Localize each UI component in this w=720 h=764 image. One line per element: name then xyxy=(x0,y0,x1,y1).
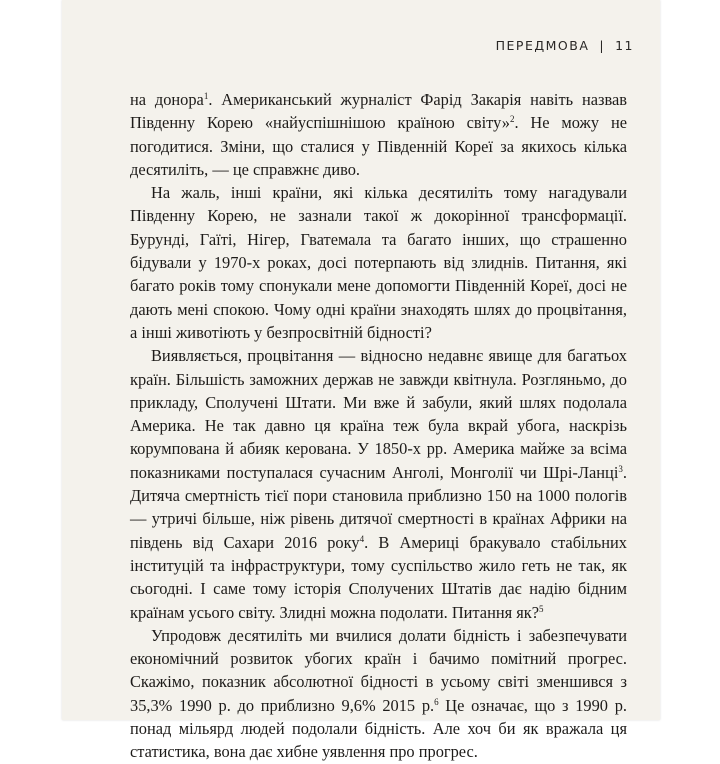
paragraph-1 xyxy=(130,88,627,181)
footnote-marker: 3 xyxy=(618,463,623,474)
running-header xyxy=(496,38,634,53)
paragraph-3 xyxy=(130,344,627,624)
footnote-marker: 2 xyxy=(509,114,515,125)
footnote-marker: 4 xyxy=(359,533,365,544)
footnote-marker: 1 xyxy=(203,91,209,101)
header-separator: | xyxy=(599,38,606,53)
footnote-marker: 5 xyxy=(539,603,544,614)
footnote-marker: 6 xyxy=(434,696,439,707)
text-run: Виявляється, процвітання — відносно недавнє явище для багатьох країн. Більшість заможних держав не завжди квітнула. Розгляньмо, до прикладу, Сполучені Штати. Ми вже й забули, який шлях подолала Америка. Не так давно ця країна теж була вкрай убога, наскрізь корумпована й абияк керована. У 1850-х рр. Америка майже за всіма показниками поступалася сучасним Анголі, Монголії чи Шрі-Ланці xyxy=(130,346,627,482)
text-run: На жаль, інші країни, які кілька десятиліть тому нагадували Південну Корею, не зазнали такої ж докорінної трансформації. Бурунді, Гаїті, Нігер, Гватемала та багато інших, що страшенно бідували у 1970-х роках, досі потерпають від злиднів. Питання, які багато років тому спонукали мене допомогти Південній Кореї, досі не дають мені спокою. Чому одні країни знаходять шлях до процвітання, а інші животіють у безпросвітній бідності? xyxy=(130,183,627,342)
paragraph-4 xyxy=(130,624,627,764)
text-run: на донора xyxy=(130,90,204,109)
text-run: . Американський журналіст Фарід Закарія навіть назвав Південну Корею «найуспішнішою країною світу» xyxy=(130,90,627,133)
text-run: Це означає, що з 1990 р. понад мільярд людей подолали бідність. Але хоч би як вражала ця статистика, вона дає хибне уявлення про прогрес. xyxy=(130,695,627,762)
text-run: . В Америці бракувало стабільних інституцій та інфраструктури, тому суспільство жило геть не так, як сьогодні. І саме тому історія Сполучених Штатів дає надію бідним країнам усього світу. Злидні можна подолати. Питання як? xyxy=(130,532,627,622)
section-title: ПЕРЕДМОВА xyxy=(495,38,590,53)
page-number: 11 xyxy=(615,38,634,53)
text-run: . Дитяча смертність тієї пори становила приблизно 150 на 1000 пологів — утричі більше, ніж рівень дитячої смертності в країнах Африки на південь від Сахари 2016 року xyxy=(130,462,627,552)
paragraph-2 xyxy=(130,181,627,344)
body-text xyxy=(130,88,627,764)
text-run: Упродовж десятиліть ми вчилися долати бідність і забезпечувати економічний розвиток убогих країн і бачимо помітний прогрес. Скажімо, показник абсолютної бідності в усьому світі зменшився з 35,3% 1990 р. до приблизно 9,6% 2015 р. xyxy=(130,625,627,715)
book-page xyxy=(62,0,660,762)
text-run: . Не можу не погодитися. Зміни, що сталися у Південній Кореї за якихось кілька десятиліть, — це справжнє диво. xyxy=(130,113,627,179)
